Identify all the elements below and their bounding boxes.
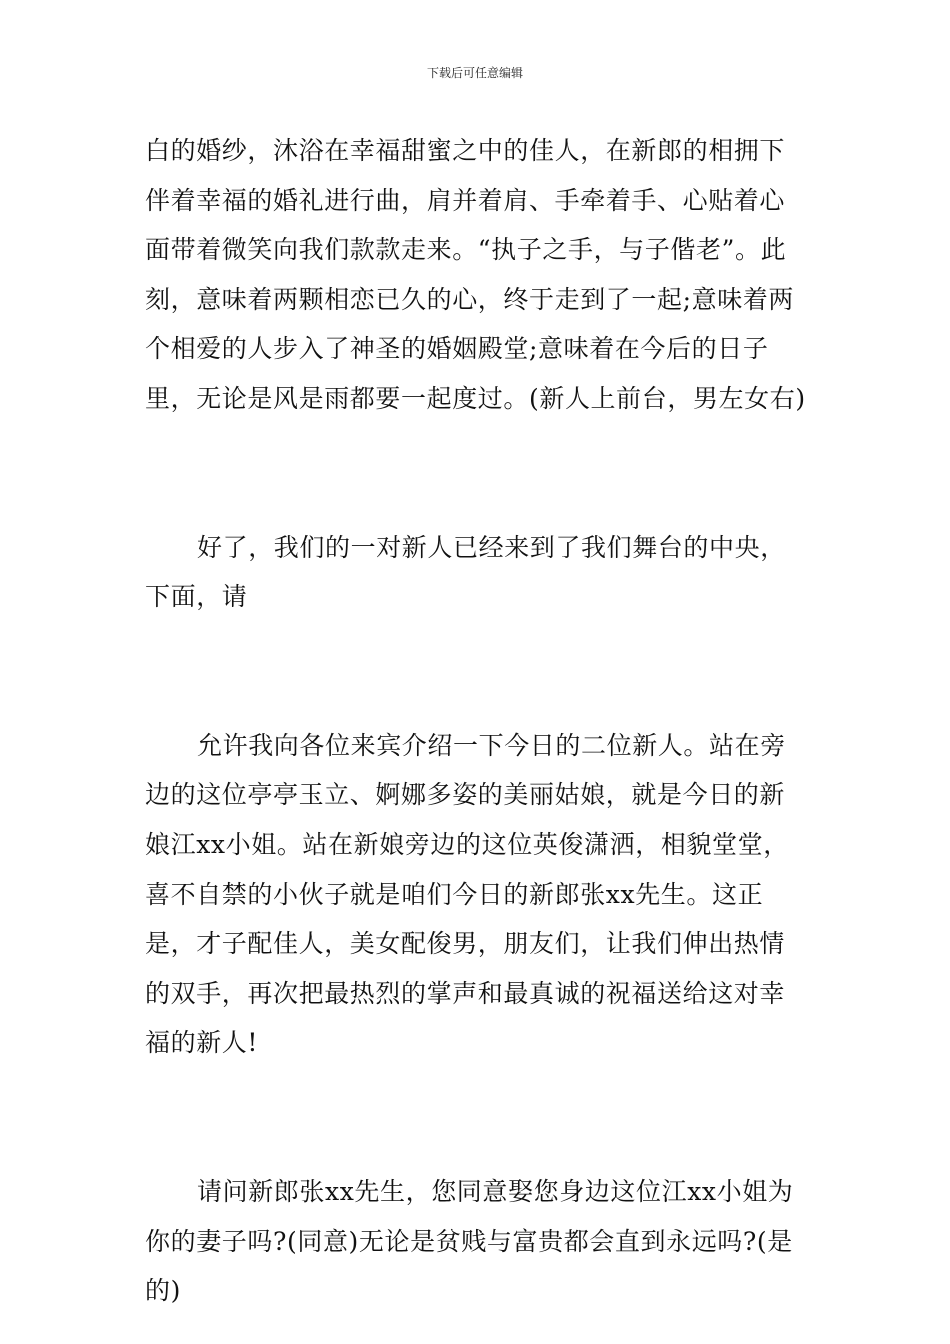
paragraph-3: 允许我向各位来宾介绍一下今日的二位新人。站在旁边的这位亭亭玉立、婀娜多姿的美丽姑娘，就是今日的新娘江xx小姐。站在新娘旁边的这位英俊潇洒，相貌堂堂，喜不自禁的小伙子就是咱们今日的新郎张xx先生。这正是，才子配佳人，美女配俊男，朋友们，让我们伸出热情的双手，再次把最热烈的掌声和最真诚的祝福送给这对幸福的新人! (145, 730, 789, 1058)
page-header: 下载后可任意编辑 (426, 66, 523, 80)
paragraph-2: 好了，我们的一对新人已经来到了我们舞台的中央，下面，请 (145, 532, 786, 612)
paragraph-spacer (145, 424, 810, 523)
paragraph-4: 请问新郎张xx先生，您同意娶您身边这位江xx小姐为你的妻子吗?(同意)无论是贫贱与富贵都会直到永远吗?(是的) (145, 1176, 794, 1306)
document-body (145, 126, 810, 1316)
paragraph-1: 白的婚纱，沐浴在幸福甜蜜之中的佳人，在新郎的相拥下伴着幸福的婚礼进行曲，肩并着肩、手牵着手、心贴着心面带着微笑向我们款款走来。“执子之手，与子偕老”。此刻，意味着两颗相恋已久的心，终于走到了一起;意味着两个相爱的人步入了神圣的婚姻殿堂;意味着在今后的日子里，无论是风是雨都要一起度过。(新人上前台，男左女右) (145, 136, 806, 413)
paragraph-spacer (145, 622, 810, 721)
paragraph-spacer (145, 1068, 810, 1167)
